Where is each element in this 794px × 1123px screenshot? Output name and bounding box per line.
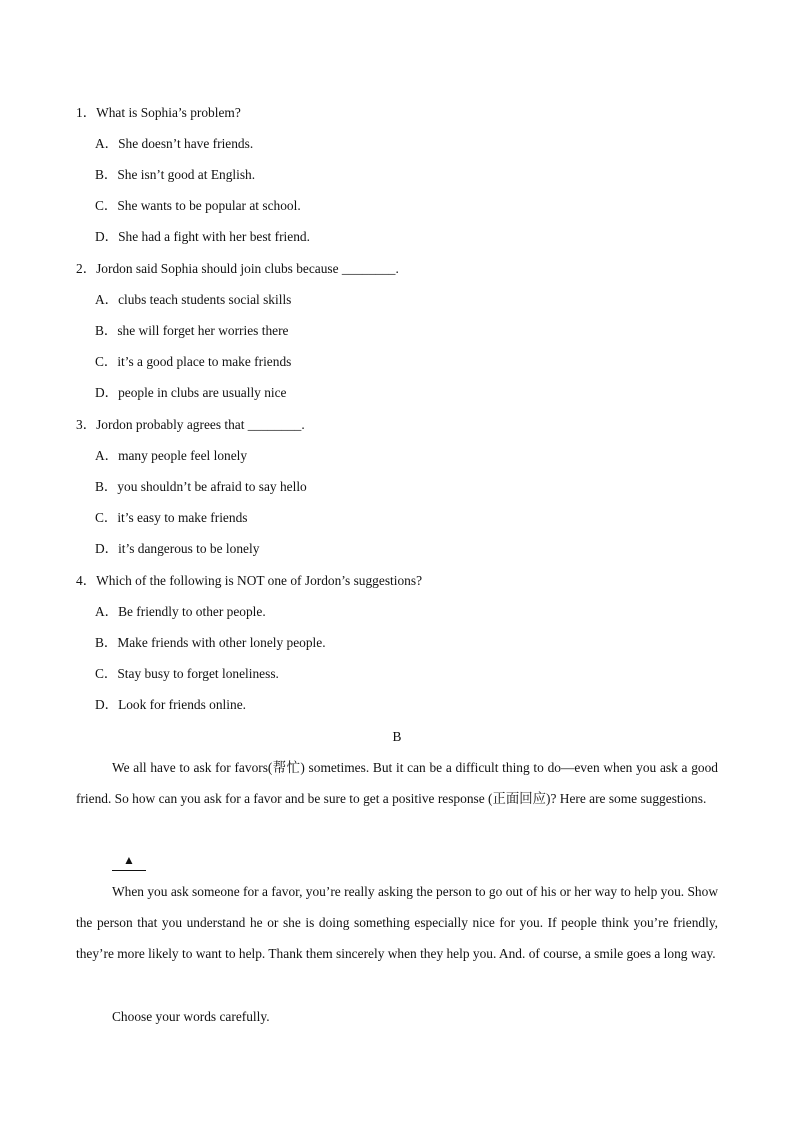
option-text: She doesn’t have friends. [118, 136, 254, 151]
option-text: you shouldn’t be afraid to say hello [117, 479, 307, 494]
option-text: it’s a good place to make friends [117, 354, 292, 369]
option-text: She isn’t good at English. [117, 167, 256, 182]
question-4-stem [76, 572, 422, 590]
option-letter: C． [95, 354, 118, 369]
option-letter: C． [95, 666, 118, 681]
question-4-option-d [95, 696, 246, 714]
question-1-option-c [95, 197, 301, 215]
question-text: Which of the following is NOT one of Jordon’s suggestions? [96, 573, 423, 588]
question-number: 1． [76, 105, 97, 120]
option-letter: A． [95, 136, 119, 151]
question-4-option-c [95, 665, 279, 683]
option-text: She wants to be popular at school. [117, 198, 301, 213]
question-number: 4． [76, 573, 97, 588]
question-2-option-b [95, 322, 289, 340]
option-letter: B． [95, 635, 118, 650]
question-3-stem [76, 416, 305, 434]
option-text: Make friends with other lonely people. [117, 635, 326, 650]
option-letter: C． [95, 510, 118, 525]
question-number: 2． [76, 261, 97, 276]
section-heading: B [392, 729, 402, 744]
option-letter: B． [95, 167, 118, 182]
question-3-option-c [95, 509, 247, 527]
option-text: it’s dangerous to be lonely [118, 541, 260, 556]
option-letter: D． [95, 697, 119, 712]
option-letter: D． [95, 385, 119, 400]
question-2-option-a [95, 291, 291, 309]
passage-intro-paragraph: We all have to ask for favors(帮忙) sometimes. But it can be a difficult thing to do—even when you ask a good friend. So how can you ask for a favor and be sure to get a positive response (正面回应)? Here are some suggestions. [76, 760, 718, 806]
option-letter: A． [95, 604, 119, 619]
passage-paragraph-2: When you ask someone for a favor, you’re really asking the person to go out of his or her way to help you. Show the person that you understand he or she is doing something especially nice for you. If people think you’re friendly, they’re more likely to want to help. Thank them sincerely when they help you. And. of course, a smile goes a long way. [76, 884, 718, 961]
question-2-option-c [95, 353, 291, 371]
option-text: She had a fight with her best friend. [118, 229, 310, 244]
option-letter: D． [95, 541, 119, 556]
question-1-stem [76, 104, 241, 122]
question-1-option-a [95, 135, 253, 153]
option-text: clubs teach students social skills [118, 292, 292, 307]
question-2-option-d [95, 384, 287, 402]
option-text: Be friendly to other people. [118, 604, 266, 619]
question-3-option-d [95, 540, 259, 558]
question-text: Jordon said Sophia should join clubs because ________. [96, 261, 399, 276]
passage-subheading: Choose your words carefully. [112, 1009, 270, 1024]
option-text: Look for friends online. [118, 697, 246, 712]
question-3-option-b [95, 478, 307, 496]
blank-marker: ▲ [112, 852, 146, 871]
option-letter: D． [95, 229, 119, 244]
option-text: it’s easy to make friends [117, 510, 248, 525]
option-text: she will forget her worries there [117, 323, 289, 338]
question-1-option-b [95, 166, 255, 184]
option-text: people in clubs are usually nice [118, 385, 287, 400]
question-3-option-a [95, 447, 247, 465]
question-4-option-a [95, 603, 266, 621]
option-letter: B． [95, 323, 118, 338]
question-number: 3． [76, 417, 97, 432]
question-text: Jordon probably agrees that ________. [96, 417, 305, 432]
option-text: many people feel lonely [118, 448, 248, 463]
option-text: Stay busy to forget loneliness. [117, 666, 279, 681]
option-letter: A． [95, 448, 119, 463]
question-text: What is Sophia’s problem? [96, 105, 241, 120]
option-letter: B． [95, 479, 118, 494]
option-letter: C． [95, 198, 118, 213]
question-4-option-b [95, 634, 326, 652]
question-1-option-d [95, 228, 310, 246]
option-letter: A． [95, 292, 119, 307]
question-2-stem [76, 260, 399, 278]
